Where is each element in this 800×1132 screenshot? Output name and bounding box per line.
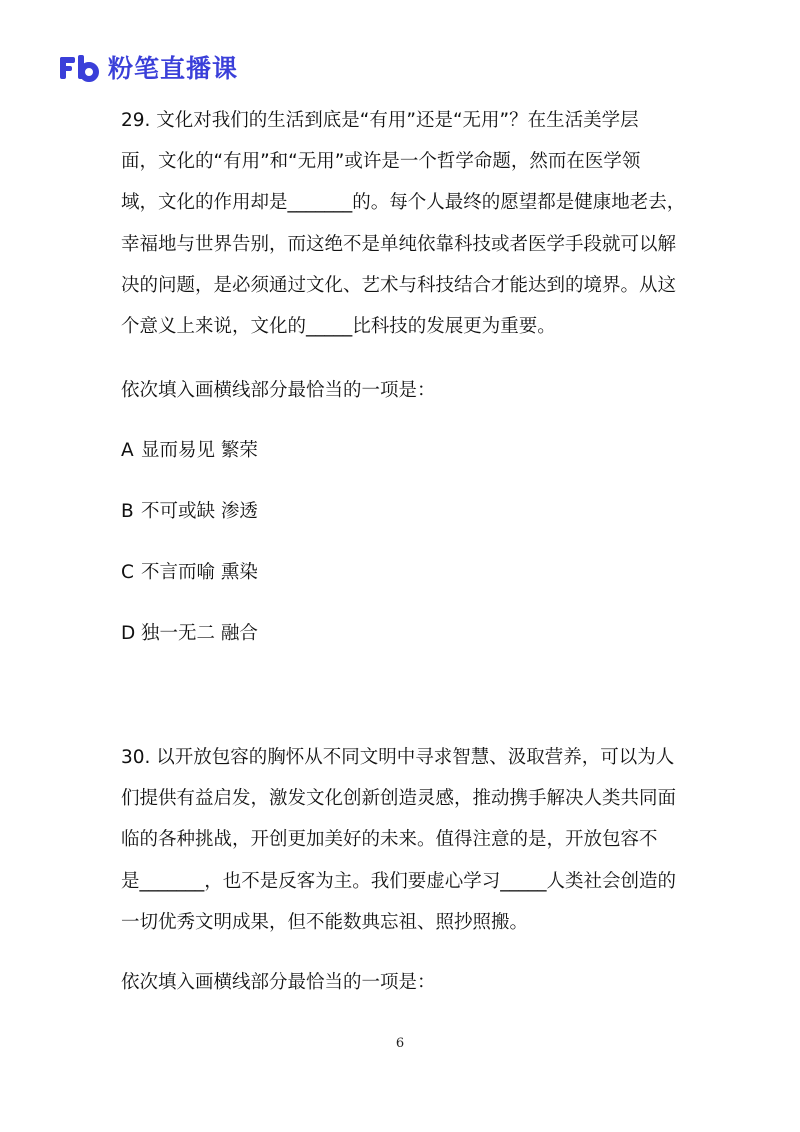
stem-line: 是_______，也不是反客为主。我们要虚心学习_____人类社会创造的 <box>121 870 677 892</box>
stem-line: 临的各种挑战，开创更加美好的未来。值得注意的是，开放包容不 <box>121 829 658 851</box>
stem-line: 们提供有益启发，激发文化创新创造灵感，推动携手解决人类共同面 <box>121 788 677 810</box>
question-29 <box>121 100 686 347</box>
header <box>58 50 238 84</box>
option-letter: A <box>121 440 134 461</box>
option-text: 独一无二 融合 <box>141 623 258 644</box>
brand-title: 粉笔直播课 <box>108 54 239 83</box>
question-30-stem <box>121 737 681 943</box>
stem-line: 幸福地与世界告别，而这绝不是单纯依靠科技或者医学手段就可以解 <box>121 233 677 255</box>
option-text: 不可或缺 渗透 <box>141 501 258 522</box>
page-number: 6 <box>395 1036 405 1051</box>
option-letter: B <box>121 501 134 522</box>
stem-line: 域，文化的作用却是_______的。每个人最终的愿望都是健康地老去， <box>121 192 686 214</box>
question-30-prompt: 依次填入画横线部分最恰当的一项是： <box>121 972 436 993</box>
stem-line: 29. 文化对我们的生活到底是“有用”还是“无用”？在生活美学层 <box>121 110 639 131</box>
stem-line: 30. 以开放包容的胸怀从不同文明中寻求智慧、汲取营养，可以为人 <box>121 747 675 768</box>
option-text: 显而易见 繁荣 <box>141 440 258 461</box>
question-29-prompt: 依次填入画横线部分最恰当的一项是： <box>121 380 436 401</box>
option-text: 不言而喻 熏染 <box>141 562 258 583</box>
stem-line: 面，文化的“有用”和“无用”或许是一个哲学命题，然而在医学领 <box>121 151 641 173</box>
question-30 <box>121 737 681 943</box>
option-letter: C <box>121 562 134 583</box>
stem-line: 一切优秀文明成果，但不能数典忘祖、照抄照搬。 <box>121 911 529 933</box>
option-a[interactable] <box>121 436 681 466</box>
option-b[interactable] <box>121 497 681 527</box>
fb-logo-icon <box>58 51 100 83</box>
stem-line: 个意义上来说，文化的_____比科技的发展更为重要。 <box>121 316 556 338</box>
option-c[interactable] <box>121 558 681 588</box>
option-letter: D <box>121 623 136 644</box>
stem-line: 决的问题，是必须通过文化、艺术与科技结合才能达到的境界。从这 <box>121 274 677 296</box>
question-29-stem <box>121 100 686 347</box>
option-d[interactable] <box>121 619 681 649</box>
